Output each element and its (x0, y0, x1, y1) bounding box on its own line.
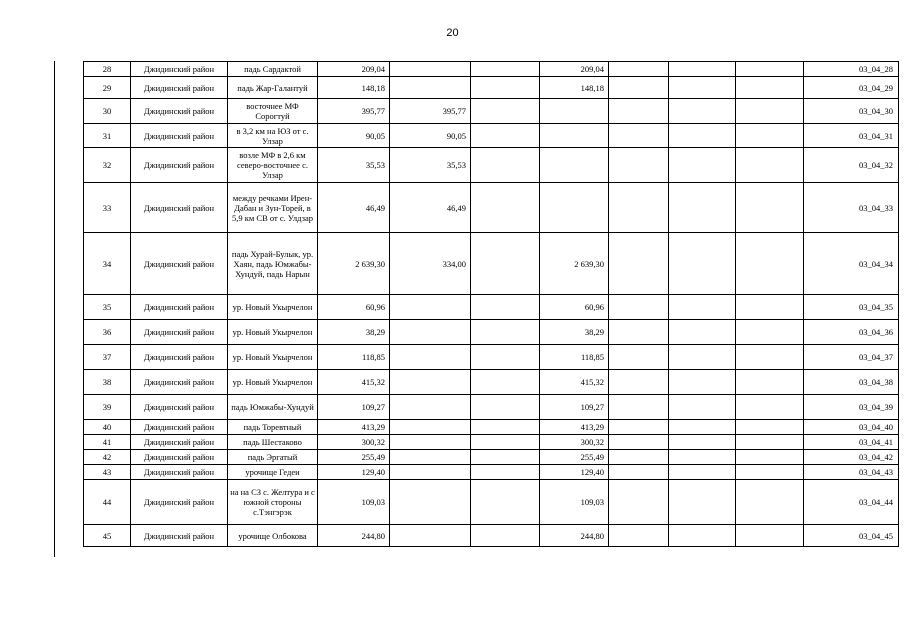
area-column-3-cell (471, 183, 540, 233)
code-cell: 03_04_34 (804, 233, 899, 295)
area-column-5-cell (609, 435, 669, 450)
area-column-7-cell (736, 62, 804, 77)
code-cell: 03_04_41 (804, 435, 899, 450)
code-cell: 03_04_29 (804, 77, 899, 99)
code-cell: 03_04_43 (804, 465, 899, 480)
area-total-cell: 46,49 (318, 183, 390, 233)
code-cell: 03_04_39 (804, 395, 899, 420)
area-column-5-cell (609, 420, 669, 435)
area-column-3-cell (471, 320, 540, 345)
code-cell: 03_04_32 (804, 148, 899, 183)
district-cell: Джидинский район (131, 450, 228, 465)
place-cell: ур. Новый Укырчелон (228, 345, 318, 370)
page-number: 20 (446, 27, 459, 39)
area-column-6-cell (669, 465, 736, 480)
row-number-cell: 38 (84, 370, 131, 395)
place-cell: урочище Олбокова (228, 525, 318, 547)
area-column-3-cell (471, 465, 540, 480)
area-column-3-cell (471, 124, 540, 148)
code-cell: 03_04_42 (804, 450, 899, 465)
area-column-2-cell (390, 450, 471, 465)
district-cell: Джидинский район (131, 295, 228, 320)
area-column-5-cell (609, 183, 669, 233)
area-column-5-cell (609, 62, 669, 77)
area-column-7-cell (736, 395, 804, 420)
area-column-6-cell (669, 233, 736, 295)
row-number-cell: 43 (84, 465, 131, 480)
area-column-6-cell (669, 320, 736, 345)
district-cell: Джидинский район (131, 420, 228, 435)
place-cell: падь Эргатый (228, 450, 318, 465)
district-cell: Джидинский район (131, 233, 228, 295)
area-column-4-cell: 209,04 (540, 62, 609, 77)
area-column-2-cell (390, 77, 471, 99)
code-cell: 03_04_40 (804, 420, 899, 435)
area-total-cell: 209,04 (318, 62, 390, 77)
table-row (84, 62, 899, 77)
code-cell: 03_04_33 (804, 183, 899, 233)
code-cell: 03_04_38 (804, 370, 899, 395)
table-row (84, 233, 899, 295)
area-total-cell: 148,18 (318, 77, 390, 99)
area-column-5-cell (609, 345, 669, 370)
area-column-3-cell (471, 450, 540, 465)
area-column-7-cell (736, 450, 804, 465)
area-column-3-cell (471, 233, 540, 295)
area-column-4-cell (540, 124, 609, 148)
area-total-cell: 60,96 (318, 295, 390, 320)
row-number-cell: 44 (84, 480, 131, 525)
table-row (84, 183, 899, 233)
area-column-3-cell (471, 370, 540, 395)
area-total-cell: 300,32 (318, 435, 390, 450)
area-column-4-cell: 129,40 (540, 465, 609, 480)
area-column-6-cell (669, 525, 736, 547)
place-cell: падь Жар-Галантуй (228, 77, 318, 99)
area-column-6-cell (669, 77, 736, 99)
area-column-7-cell (736, 233, 804, 295)
code-cell: 03_04_31 (804, 124, 899, 148)
margin-line (54, 61, 55, 557)
area-column-4-cell (540, 99, 609, 124)
area-total-cell: 129,40 (318, 465, 390, 480)
table-row (84, 295, 899, 320)
area-column-5-cell (609, 124, 669, 148)
area-total-cell: 413,29 (318, 420, 390, 435)
code-cell: 03_04_28 (804, 62, 899, 77)
place-cell: падь Юмжабы-Хундуй (228, 395, 318, 420)
area-column-2-cell (390, 295, 471, 320)
area-column-5-cell (609, 77, 669, 99)
area-column-2-cell: 334,00 (390, 233, 471, 295)
area-column-7-cell (736, 480, 804, 525)
area-column-3-cell (471, 345, 540, 370)
row-number-cell: 45 (84, 525, 131, 547)
row-number-cell: 36 (84, 320, 131, 345)
area-column-5-cell (609, 525, 669, 547)
area-column-4-cell: 118,85 (540, 345, 609, 370)
place-cell: падь Сардактой (228, 62, 318, 77)
area-column-6-cell (669, 395, 736, 420)
area-column-2-cell: 90,05 (390, 124, 471, 148)
table-row (84, 77, 899, 99)
district-cell: Джидинский район (131, 62, 228, 77)
area-column-7-cell (736, 525, 804, 547)
row-number-cell: 34 (84, 233, 131, 295)
table-row (84, 465, 899, 480)
area-column-3-cell (471, 62, 540, 77)
area-column-2-cell (390, 480, 471, 525)
area-column-4-cell (540, 148, 609, 183)
table-row (84, 395, 899, 420)
row-number-cell: 37 (84, 345, 131, 370)
row-number-cell: 30 (84, 99, 131, 124)
area-column-4-cell: 244,80 (540, 525, 609, 547)
area-column-7-cell (736, 435, 804, 450)
area-column-7-cell (736, 124, 804, 148)
area-column-4-cell: 255,49 (540, 450, 609, 465)
table-row (84, 320, 899, 345)
place-cell: ур. Новый Укырчелон (228, 295, 318, 320)
area-column-2-cell (390, 320, 471, 345)
code-cell: 03_04_30 (804, 99, 899, 124)
area-column-4-cell: 148,18 (540, 77, 609, 99)
area-total-cell: 395,77 (318, 99, 390, 124)
table-row (84, 148, 899, 183)
district-cell: Джидинский район (131, 395, 228, 420)
area-column-6-cell (669, 370, 736, 395)
area-column-2-cell (390, 62, 471, 77)
area-column-2-cell (390, 525, 471, 547)
table-row (84, 370, 899, 395)
row-number-cell: 33 (84, 183, 131, 233)
row-number-cell: 29 (84, 77, 131, 99)
area-column-6-cell (669, 183, 736, 233)
area-column-4-cell: 415,32 (540, 370, 609, 395)
code-cell: 03_04_45 (804, 525, 899, 547)
area-column-7-cell (736, 465, 804, 480)
district-cell: Джидинский район (131, 124, 228, 148)
place-cell: на на СЗ с. Желтура и с южной стороны с.Тэнгэрэк (228, 480, 318, 525)
place-cell: возле МФ в 2,6 км северо-восточнее с. Улзар (228, 148, 318, 183)
district-cell: Джидинский район (131, 345, 228, 370)
area-column-4-cell: 300,32 (540, 435, 609, 450)
area-column-4-cell: 109,27 (540, 395, 609, 420)
area-column-3-cell (471, 77, 540, 99)
row-number-cell: 42 (84, 450, 131, 465)
area-column-5-cell (609, 395, 669, 420)
area-total-cell: 35,53 (318, 148, 390, 183)
row-number-cell: 39 (84, 395, 131, 420)
area-column-7-cell (736, 420, 804, 435)
area-column-6-cell (669, 480, 736, 525)
area-column-3-cell (471, 420, 540, 435)
code-cell: 03_04_35 (804, 295, 899, 320)
area-column-4-cell: 60,96 (540, 295, 609, 320)
area-column-5-cell (609, 233, 669, 295)
area-column-2-cell (390, 465, 471, 480)
district-cell: Джидинский район (131, 435, 228, 450)
place-cell: ур. Новый Укырчелон (228, 370, 318, 395)
district-cell: Джидинский район (131, 148, 228, 183)
area-column-2-cell (390, 345, 471, 370)
area-column-5-cell (609, 148, 669, 183)
table-body (84, 62, 899, 547)
area-column-3-cell (471, 480, 540, 525)
area-column-3-cell (471, 148, 540, 183)
area-total-cell: 244,80 (318, 525, 390, 547)
code-cell: 03_04_37 (804, 345, 899, 370)
district-cell: Джидинский район (131, 77, 228, 99)
area-column-5-cell (609, 450, 669, 465)
area-column-5-cell (609, 295, 669, 320)
area-column-3-cell (471, 295, 540, 320)
area-column-4-cell (540, 183, 609, 233)
district-cell: Джидинский район (131, 465, 228, 480)
area-column-7-cell (736, 148, 804, 183)
area-column-7-cell (736, 295, 804, 320)
area-total-cell: 38,29 (318, 320, 390, 345)
row-number-cell: 31 (84, 124, 131, 148)
area-total-cell: 90,05 (318, 124, 390, 148)
area-total-cell: 415,32 (318, 370, 390, 395)
place-cell: падь Шестаково (228, 435, 318, 450)
area-column-4-cell: 38,29 (540, 320, 609, 345)
table-row (84, 124, 899, 148)
table-row (84, 420, 899, 435)
area-column-6-cell (669, 62, 736, 77)
district-cell: Джидинский район (131, 99, 228, 124)
table-row (84, 450, 899, 465)
place-cell: между речками Ирен-Дабан и Зун-Торей, в 5,9 км СВ от с. Улдзар (228, 183, 318, 233)
row-number-cell: 35 (84, 295, 131, 320)
district-cell: Джидинский район (131, 183, 228, 233)
area-column-2-cell: 46,49 (390, 183, 471, 233)
area-column-5-cell (609, 99, 669, 124)
area-column-6-cell (669, 295, 736, 320)
area-column-2-cell (390, 420, 471, 435)
area-column-5-cell (609, 480, 669, 525)
area-column-2-cell (390, 435, 471, 450)
area-column-5-cell (609, 320, 669, 345)
area-column-6-cell (669, 450, 736, 465)
place-cell: в 3,2 км на ЮЗ от с. Улзар (228, 124, 318, 148)
table-row (84, 345, 899, 370)
area-column-3-cell (471, 395, 540, 420)
place-cell: урочище Гедеи (228, 465, 318, 480)
area-column-2-cell (390, 395, 471, 420)
area-column-5-cell (609, 465, 669, 480)
area-column-2-cell: 395,77 (390, 99, 471, 124)
area-column-6-cell (669, 99, 736, 124)
area-column-6-cell (669, 435, 736, 450)
area-column-7-cell (736, 77, 804, 99)
area-column-7-cell (736, 183, 804, 233)
table-row (84, 99, 899, 124)
table-row (84, 480, 899, 525)
row-number-cell: 41 (84, 435, 131, 450)
area-column-3-cell (471, 435, 540, 450)
table-row (84, 435, 899, 450)
area-column-7-cell (736, 99, 804, 124)
area-total-cell: 109,27 (318, 395, 390, 420)
area-column-3-cell (471, 99, 540, 124)
place-cell: падь Торевтный (228, 420, 318, 435)
place-cell: падь Хурай-Булык, ур. Хаян, падь Юмжабы-Хундуй, падь Нарын (228, 233, 318, 295)
area-column-7-cell (736, 320, 804, 345)
row-number-cell: 32 (84, 148, 131, 183)
area-column-6-cell (669, 345, 736, 370)
place-cell: ур. Новый Укырчелон (228, 320, 318, 345)
area-column-4-cell: 2 639,30 (540, 233, 609, 295)
area-column-7-cell (736, 370, 804, 395)
row-number-cell: 28 (84, 62, 131, 77)
code-cell: 03_04_44 (804, 480, 899, 525)
area-total-cell: 109,03 (318, 480, 390, 525)
area-column-2-cell (390, 370, 471, 395)
area-column-3-cell (471, 525, 540, 547)
area-column-7-cell (736, 345, 804, 370)
district-cell: Джидинский район (131, 480, 228, 525)
area-column-4-cell: 413,29 (540, 420, 609, 435)
place-cell: восточнее МФ Сорогтуй (228, 99, 318, 124)
area-total-cell: 2 639,30 (318, 233, 390, 295)
area-column-4-cell: 109,03 (540, 480, 609, 525)
area-column-2-cell: 35,53 (390, 148, 471, 183)
table-row (84, 525, 899, 547)
area-total-cell: 255,49 (318, 450, 390, 465)
area-total-cell: 118,85 (318, 345, 390, 370)
area-column-6-cell (669, 148, 736, 183)
area-column-5-cell (609, 370, 669, 395)
area-column-6-cell (669, 420, 736, 435)
row-number-cell: 40 (84, 420, 131, 435)
data-table (83, 61, 899, 547)
code-cell: 03_04_36 (804, 320, 899, 345)
district-cell: Джидинский район (131, 370, 228, 395)
area-column-6-cell (669, 124, 736, 148)
district-cell: Джидинский район (131, 525, 228, 547)
district-cell: Джидинский район (131, 320, 228, 345)
